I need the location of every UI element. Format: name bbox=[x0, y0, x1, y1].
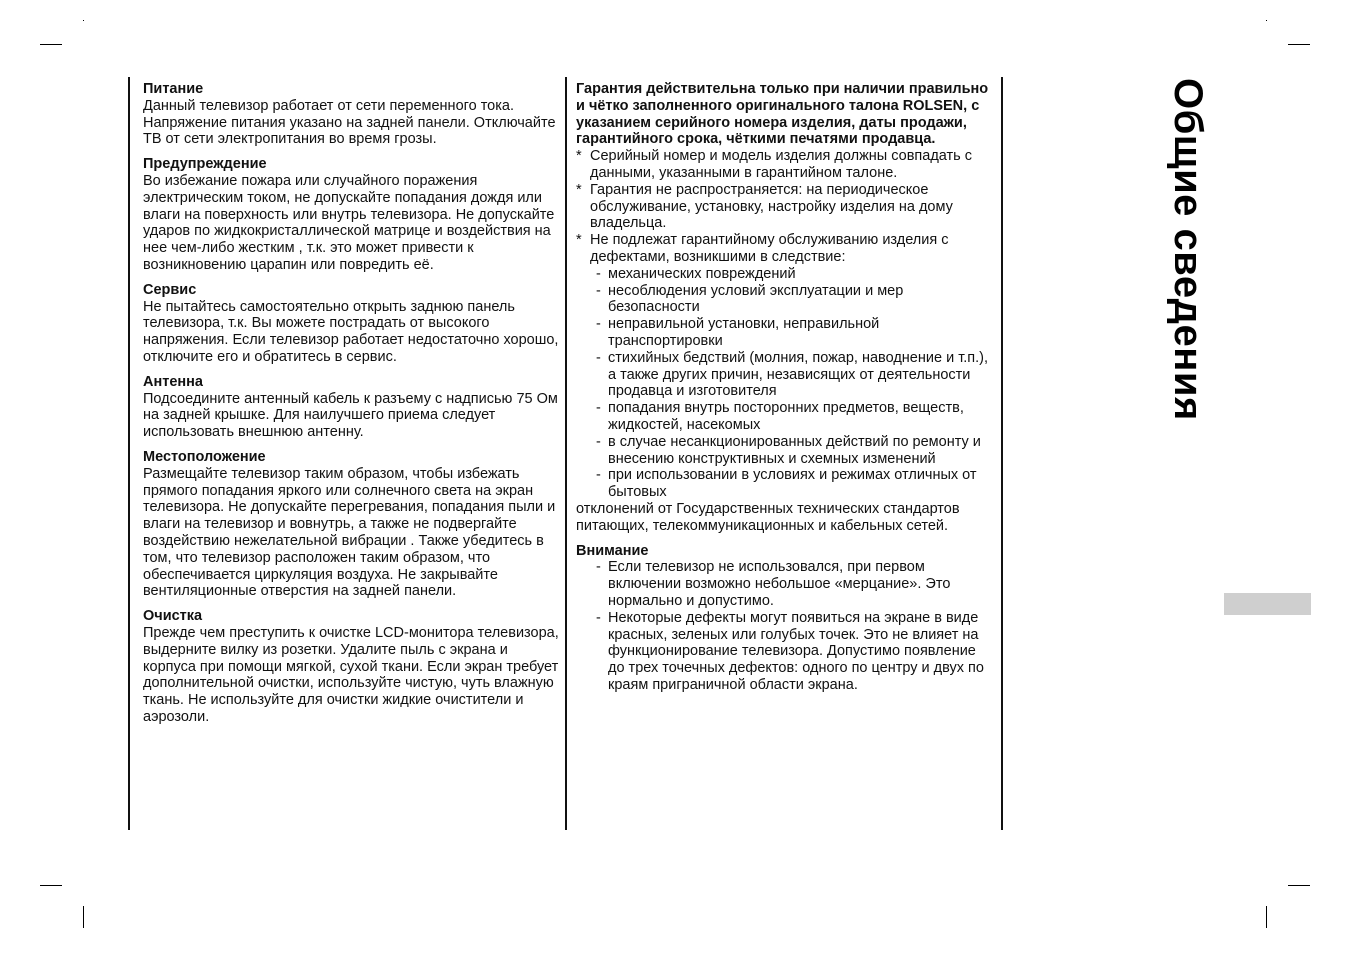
list-item: - механических повреждений bbox=[596, 266, 996, 283]
section-text: Данный телевизор работает от сети переменного тока. Напряжение питания указано на задней панели. Отключайте ТВ от сети электропитания во время грозы. bbox=[143, 97, 556, 148]
crop-mark bbox=[1288, 885, 1310, 886]
section-text: Не пытайтесь самостоятельно открыть заднюю панель телевизора, т.к. Вы можете пострадать от высокого напряжения. Если телевизор работает недостаточно хорошо, отключите его и обратитесь в сервис. bbox=[143, 298, 559, 365]
column-divider bbox=[565, 77, 567, 830]
list-item: - при использовании в условиях и режимах отличных от бытовых bbox=[596, 467, 996, 501]
deviation-text: отклонений от Государственных технических стандартов питающих, телекоммуникационных и кабельных сетей. bbox=[576, 500, 960, 534]
warranty-intro: Гарантия действительна только при наличии правильно и чётко заполненного оригинального талона ROLSEN, с указанием серийного номера изделия, даты продажи, гарантийного срока, чёткими печатями продавца. bbox=[576, 81, 989, 148]
list-item: - несоблюдения условий эксплуатации и мер безопасности bbox=[596, 283, 996, 317]
list-item: - стихийных бедствий (молния, пожар, наводнение и т.п.), а также других причин, независящих от деятельности продавца и изготовителя bbox=[596, 350, 996, 400]
section-text: Прежде чем преступить к очистке LCD-монитора телевизора, выдерните вилку из розетки. Удалите пыль с экрана и корпуса при помощи мягкой, сухой ткани. Если экран требует дополнительной очистки, используйте чистую, чуть влажную ткань. Не используйте для очистки жидкие очистители и аэрозоли. bbox=[143, 624, 559, 725]
side-title: Общие сведения bbox=[1166, 78, 1210, 421]
section-cleaning bbox=[143, 608, 563, 726]
crop-mark bbox=[1266, 906, 1267, 928]
list-item: - Некоторые дефекты могут появиться на экране в виде красных, зеленых или голубых точек. Это не влияет на функционирование телевизора. Допустимо появление до трех точечных дефектов: одного по центру и двух по краям приграничной области экрана. bbox=[596, 610, 996, 694]
list-item: * Не подлежат гарантийному обслуживанию изделия с дефектами, возникшими в следствие: bbox=[576, 232, 996, 266]
defect-causes-list bbox=[576, 266, 996, 501]
list-item: - в случае несанкционированных действий по ремонту и внесению конструктивных и схемных изменений bbox=[596, 434, 996, 468]
crop-dot bbox=[1266, 20, 1267, 21]
attention-list bbox=[576, 559, 996, 693]
attention-heading: Внимание bbox=[576, 542, 649, 559]
section-heading: Антенна bbox=[143, 373, 203, 390]
list-item: - попадания внутрь посторонних предметов, веществ, жидкостей, насекомых bbox=[596, 400, 996, 434]
section-power bbox=[143, 81, 563, 148]
section-text: Во избежание пожара или случайного поражения электрическим током, не допускайте попадания дождя или влаги на поверхность или внутрь телевизора. Не допускайте ударов по жидкокристаллической матрице и воздействия на нее чем-либо жестким , т.к. это может привести к возникновению царапин или повредить её. bbox=[143, 172, 555, 273]
section-heading: Питание bbox=[143, 81, 204, 97]
right-column bbox=[576, 81, 996, 694]
list-item: * Серийный номер и модель изделия должны совпадать с данными, указанными в гарантийном талоне. bbox=[576, 148, 996, 182]
section-text: Подсоедините антенный кабель к разъему с надписью 75 Ом на задней крышке. Для наилучшего приема следует использовать внешнюю антенну. bbox=[143, 390, 558, 441]
list-item: * Гарантия не распространяется: на периодическое обслуживание, установку, настройку изделия на дому владельца. bbox=[576, 182, 996, 232]
section-location bbox=[143, 449, 563, 600]
column-divider bbox=[1001, 77, 1003, 830]
section-heading: Очистка bbox=[143, 608, 203, 625]
left-column bbox=[143, 81, 563, 734]
crop-mark bbox=[83, 906, 84, 928]
section-warning bbox=[143, 156, 563, 274]
crop-mark bbox=[1288, 44, 1310, 45]
section-antenna bbox=[143, 374, 563, 441]
crop-dot bbox=[83, 20, 84, 21]
column-divider bbox=[128, 77, 130, 830]
section-service bbox=[143, 282, 563, 366]
list-item: - неправильной установки, неправильной транспортировки bbox=[596, 316, 996, 350]
section-heading: Местоположение bbox=[143, 448, 266, 465]
section-tab-marker bbox=[1224, 593, 1311, 615]
warranty-conditions-list bbox=[576, 148, 996, 266]
section-text: Размещайте телевизор таким образом, чтобы избежать прямого попадания яркого или солнечного света на экран телевизора. Не допускайте перегревания, попадания пыли и влаги на телевизор и вовнутрь, а также не подвергайте воздействию нежелательной вибрации . Также убедитесь в том, что телевизор расположен таким образом, что обеспечивается циркуляция воздуха. Не закрывайте вентиляционные отверстия на задней панели. bbox=[143, 465, 556, 600]
list-item: - Если телевизор не использовался, при первом включении возможно небольшое «мерцание». Это нормально и допустимо. bbox=[596, 559, 996, 609]
crop-mark bbox=[40, 885, 62, 886]
section-heading: Предупреждение bbox=[143, 156, 267, 173]
crop-mark bbox=[40, 44, 62, 45]
section-heading: Сервис bbox=[143, 281, 197, 298]
